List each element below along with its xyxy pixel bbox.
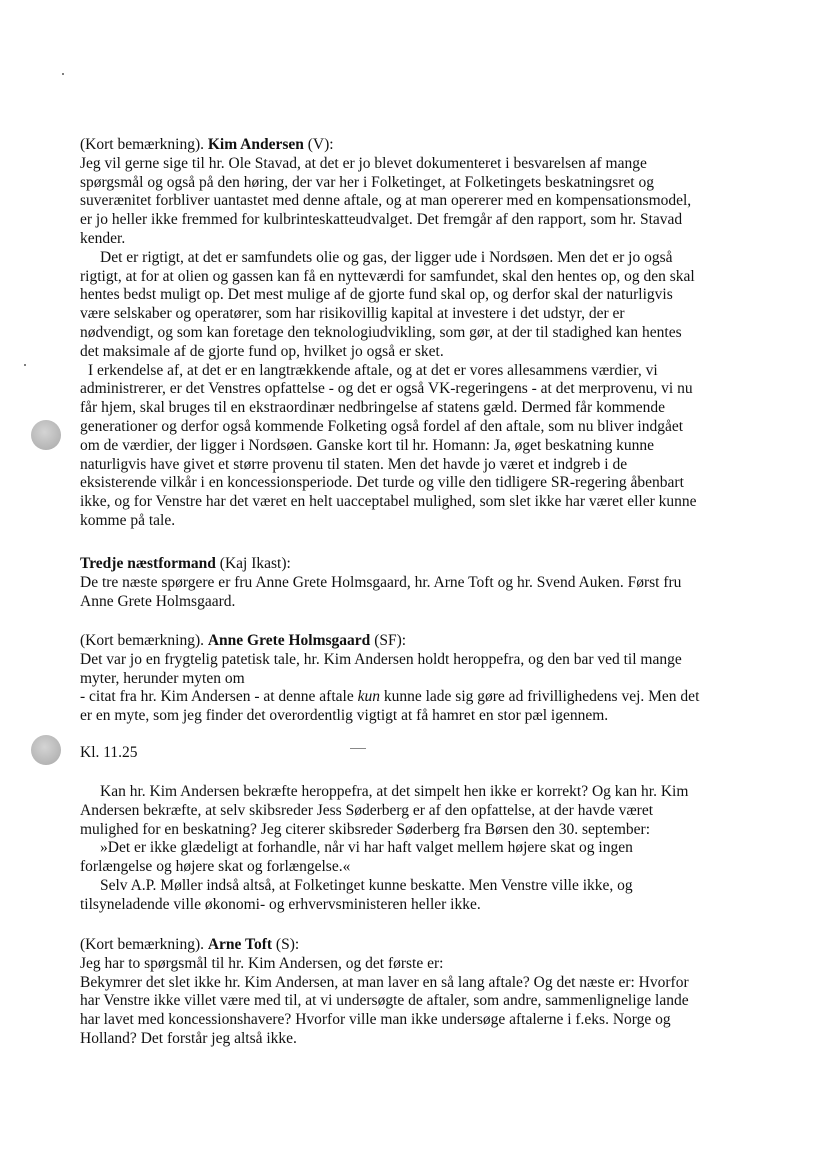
text-line: hentes bedst muligt op. Det mest mulige af de gjorte fund skal op, og derfor skal der naturligvis (80, 286, 673, 304)
text-line: komme på tale. (80, 511, 176, 529)
text-line: Det var jo en frygtelig patetisk tale, hr. Kim Andersen holdt heroppefra, og den bar ved til mange (80, 650, 682, 668)
speaker-name: Tredje næstformand (80, 555, 216, 572)
punch-hole-bottom (31, 735, 61, 765)
speaker-name: Kim Andersen (207, 136, 304, 153)
text-line: nødvendigt, og som kan foretage den teknologiudvikling, som gør, at der til stadighed kan hentes (80, 323, 682, 341)
remark-type: (Kort bemærkning). (80, 632, 204, 649)
speech-continuation (80, 783, 760, 915)
text-line: administrerer, er det Venstres opfattelse - og det er også VK-regeringens - at det merprovenu, vi nu (80, 380, 693, 398)
text-line: være selskaber og operatører, som har risikovillig kapital at investere i det udstyr, der er (80, 305, 625, 323)
text-line: det maksimale af de gjorte fund op, hvilket jo også er sket. (80, 342, 444, 360)
speech-kim-andersen (80, 136, 760, 531)
speech-arne-toft (80, 936, 760, 1049)
punch-hole-top (31, 420, 61, 450)
remark-type: (Kort bemærkning). (80, 936, 204, 953)
text-line: generationer og derfor også kommende Folketing også fordel af den aftale, som nu bliver indgået (80, 417, 684, 435)
remark-type: (Kort bemærkning). (80, 136, 204, 153)
time-stamp-block (80, 744, 760, 763)
text-line: rigtigt, at for at olien og gassen kan få en nytteværdi for samfundet, skal den hentes op, og den skal (80, 267, 695, 285)
speaker-heading (80, 555, 760, 574)
speaker-heading (80, 136, 760, 155)
text-line: kender. (80, 229, 126, 247)
speaker-name: Anne Grete Holmsgaard (207, 632, 371, 649)
quote-text-start: - citat fra hr. Kim Andersen - at denne aftale (80, 688, 358, 706)
text-line: Jeg vil gerne sige til hr. Ole Stavad, at det er jo blevet dokumenteret i besvarelsen af mange (80, 154, 647, 172)
text-line: har Venstre ikke villet være med til, at vi undersøgte de aftaler, som andre, sammenlignelige lande (80, 992, 689, 1010)
text-line: Andersen bekræfte, at selv skibsreder Jess Søderberg er af den opfattelse, at der havde været (80, 801, 654, 819)
text-line: er en myte, som jeg finder det overordentlig vigtigt at få hamret en stor pæl igennem. (80, 707, 609, 725)
text-line: Jeg har to spørgsmål til hr. Kim Andersen, og det første er: (80, 954, 444, 972)
text-line: Kan hr. Kim Andersen bekræfte heroppefra, at det simpelt hen ikke er korrekt? Og kan hr. Kim (100, 783, 689, 800)
text-line: »Det er ikke glædeligt at forhandle, når vi har haft valget mellem højere skat og ingen (100, 839, 633, 857)
text-line: spørgsmål og også på den høring, der var her i Folketinget, at Folketingets beskatningsret og (80, 173, 654, 191)
text-line: om de værdier, der ligger i Nordsøen. Ganske kort til hr. Homann: Ja, øget beskatning kunne (80, 436, 655, 454)
text-line: eksisterende vilkår i en koncessionsperiode. Det turde og ville den tidligere SR-regering åbenbart (80, 474, 684, 492)
speech-anne-grete-holmsgaard (80, 632, 760, 726)
time-stamp: Kl. 11.25 (80, 744, 138, 761)
text-line: mulighed for en beskatning? Jeg citerer skibsreder Søderberg fra Børsen den 30. september: (80, 820, 651, 838)
text-line: De tre næste spørgere er fru Anne Grete Holmsgaard, hr. Arne Toft og hr. Svend Auken. Først fru (80, 573, 682, 591)
text-line: naturligvis have givet et større provenu til staten. Men det havde jo været et indgreb i de (80, 455, 628, 473)
text-line: Anne Grete Holmsgaard. (80, 592, 236, 610)
text-line: suverænitet forbliver uantastet med denne aftale, og at man opererer med en kompensationsmodel, (80, 192, 692, 210)
speaker-party: (SF): (374, 632, 407, 649)
speaker-heading (80, 936, 760, 955)
text-line: myter, herunder myten om (80, 669, 245, 687)
text-line: forlængelse og højere skat og forlængelse.« (80, 858, 351, 876)
text-line: har lavet med koncessionshavere? Hvorfor ville man ikke undersøge aftalerne i f.eks. Norge og (80, 1011, 671, 1029)
text-line: ikke, og for Venstre har det været en helt uacceptabel mulighed, som slet ikke har været eller kunne (80, 493, 697, 511)
text-line: Bekymrer det slet ikke hr. Kim Andersen, at man laver en så lang aftale? Og det næste er: Hvorfor (80, 973, 689, 991)
speaker-party: (S): (275, 936, 300, 953)
text-line: tilsyneladende ville økonomi- og erhvervsministeren heller ikke. (80, 895, 481, 913)
scan-speck (62, 73, 64, 75)
quote-emphasis: kun (357, 688, 380, 706)
speaker-heading (80, 632, 760, 651)
text-line: får hjem, skal bruges til en ekstraordinær nedbringelse af statens gæld. Dermed får kommende (80, 399, 665, 417)
quote-line (80, 688, 760, 707)
text-line: Det er rigtigt, at det er samfundets olie og gas, der ligger ude i Nordsøen. Men det er jo også (100, 248, 673, 266)
quote-text-end: kunne lade sig gøre ad frivillighedens vej. Men det (379, 688, 700, 706)
text-line: Holland? Det forstår jeg altså ikke. (80, 1029, 297, 1047)
text-line: er jo heller ikke fremmed for kulbrinteskatteudvalget. Det fremgår af den rapport, som hr. Stavad (80, 211, 683, 229)
speaker-party: (V): (307, 136, 334, 153)
speaker-party: (Kaj Ikast): (219, 555, 291, 572)
text-line: Selv A.P. Møller indså altså, at Folketinget kunne beskatte. Men Venstre ville ikke, og (100, 876, 633, 894)
speech-third-deputy-speaker (80, 555, 760, 611)
scan-speck (24, 364, 26, 366)
text-line: I erkendelse af, at det er en langtrækkende aftale, og at det er vores allesammens værdier, vi (88, 361, 658, 379)
speaker-name: Arne Toft (207, 936, 273, 953)
